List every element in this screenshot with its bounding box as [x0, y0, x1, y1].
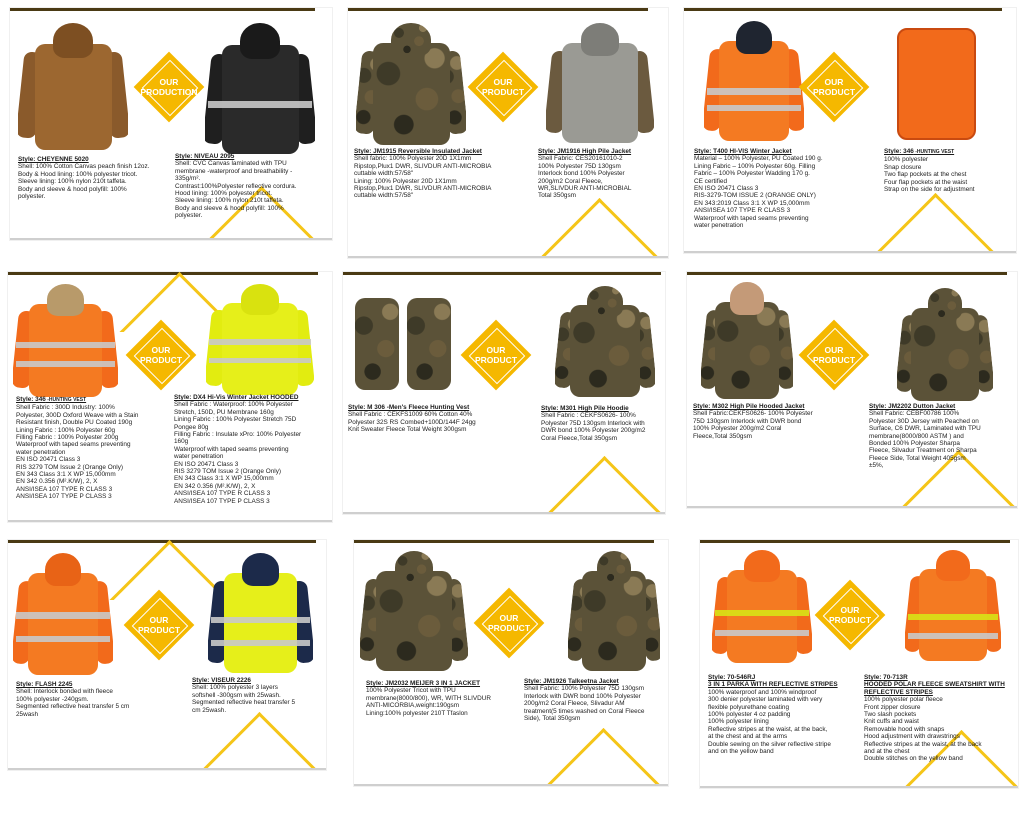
hoodie-photo-m301	[555, 284, 655, 402]
spec-jm1916: Style: JM1916 High Pile Jacket Shell Fabric: CES20161010-2 100% Polyester 75D 130gsm Interlock bond 100% Polyester 200g/m2 Coral Fleece, WR,SLIVDUR ANTI-MICROBIAL Total 350gsm	[538, 148, 632, 200]
jacket-photo-viseur	[208, 550, 313, 678]
product-badge: OUR PRODUCT	[799, 52, 869, 122]
parka-photo-70-546rj	[712, 548, 812, 668]
product-badge: OUR PRODUCT	[124, 590, 194, 660]
spec-jm2202: Style: JM2202 Dutton Jacket Shell Fabric: CEBF00786 100% Polyester 30D Jersey with Peached on Surface, C6 DWR, Laminated with TPU membrane(8000/800 ASTM ) and Bonded 100% Polyester Sharpa Fleece, Silvadur Treatment on Sharpa Fleece Side, Total Weight 405gsm ±5%,	[869, 403, 981, 470]
jacket-photo-jm2202	[897, 286, 993, 406]
jacket-photo-jm1915	[356, 20, 466, 150]
spec-viseur: Style: VISEUR 2226 Shell: 100% polyester 3 layers softshell -300gsm with 25wash. Segmented reflective heat transfer 5 cm 25wash.	[192, 677, 296, 714]
spec-jm1926: Style: JM1926 Talkeetna Jacket Shell Fabric: 100% Polyester 75D 130gsm Interlock with DWR bond 100% Polyester 200g/m2 Coral Fleece, Slivadur AM treatment(5 times washed on Coral Fleece Side), Total 350gsm	[524, 678, 645, 723]
jacket-photo-346-parka	[13, 282, 118, 402]
product-card-jm1915	[348, 8, 668, 258]
product-card-m306	[343, 272, 665, 514]
spec-dx4: Style: DX4 Hi-Vis Winter Jacket HOODED Shell Fabric : Waterproof: 100% Polyester Stretch, 150D, PU Membrane 160g Lining Fabric : 100% Polyester Stretch 75D Pongee 80g Filling Fabric : Insulate xPro: 100% Polyester 160g Waterproof with taped seams preventing water penetration EN ISO 20471 Class 3 RIS 3279 TOM Issue 2 (Orange Only) EN 343 Class 3:1 X WP 15,000mm EN 342 0.356 (M².K/W), 2, X ANSI/ISEA 107 TYPE R CLASS 3 ANSI/ISEA 107 TYPE P CLASS 3	[174, 394, 302, 505]
spec-flash: Style: FLASH 2245 Shell: Interlock bonded with fleece 100% polyester -240gsm. Segmented reflective heat transfer 5 cm 25wash	[16, 681, 130, 718]
product-badge: OUR PRODUCT	[815, 580, 885, 650]
spec-70-546rj: Style: 70-546RJ 3 IN 1 PARKA WITH REFLECTIVE STRIPES 100% waterproof and 100% windproof 300 denier polyester laminated with very flexible polyurethane coating 100% polyester 4 oz padding 100% polyester lining Reflective stripes at the waist, at the back, at the chest and at the arms Double sewing on the silver reflective stripe and on the yellow band	[708, 674, 838, 756]
product-card-t400	[684, 8, 1016, 253]
jacket-photo-jm1916	[546, 20, 654, 148]
product-card-70-546rj	[700, 540, 1018, 788]
jacket-photo-m302	[701, 280, 793, 404]
jacket-photo-t400	[704, 18, 804, 146]
spec-346-vest: Style: 346 -HUNTING VEST 100% polyester Snap closure Two flap pockets at the chest Four flap pockets at the waist Strap on the side for adjustment	[884, 148, 975, 194]
product-card-m302	[687, 272, 1017, 508]
product-badge: OUR PRODUCT	[126, 320, 196, 390]
product-card-cheyenne	[10, 8, 332, 240]
spec-m306: Style: M 306 -Men's Fleece Hunting Vest Shell Fabric : CEKFS1009 60% Cotton 40% Polyester 32S RS Combed+100D/144F 24gg Knit Sweater Fleece Total Weight 300gsm	[348, 404, 476, 434]
jacket-photo-jm1926	[568, 548, 660, 676]
spec-m301: Style: M301 High Pile Hoodie Shell Fabric : CEKFS0626- 100% Polyester 75D 130gsm Interlock with DWR bond 100% Polyester 200g/m2 Coral Fleece,Total 350gsm	[541, 405, 646, 442]
product-badge: OUR PRODUCT	[799, 320, 869, 390]
decor-chevron-up	[543, 456, 663, 514]
spec-70-713r: Style: 70-713R HOODED POLAR FLEECE SWEATSHIRT WITH REFLECTIVE STRIPES 100% polyester polar fleece Front zipper closure Two slash pockets Knit cuffs and waist Removable hood with snaps Hood adjustment with drawstrings Reflective stripes at the waist, at the back and at the chest Double stitches on the yellow band	[864, 674, 1005, 763]
spec-title: Style: NIVEAU 2095	[175, 153, 235, 160]
sweatshirt-photo-70-713r	[905, 548, 1001, 666]
vest-photo-m306	[351, 294, 455, 394]
spec-jm1915: Style: JM1915 Reversible Insulated Jacket Shell fabric: 100% Polyester 20D 1X1mm Ripstop,Plux1 DWR, SLIVDUR ANTI-MICROBIA cuttable width:57/58" Lining: 100% Polyester 20D 1X1mm Ripstop,Plux1 DWR, SLIVDUR ANTI-MICROBIA cuttable width:57/58"	[354, 148, 492, 200]
decor-chevron-up	[538, 198, 658, 258]
spec-jm2032: Style: JM2032 MEIJER 3 IN 1 JACKET 100% Polyester Tricot with TPU membrane(8000/800), WR, WITH SLIVDUR ANTI-MICORBIA,weight:190gsm Lining:100% polyester 210T Tfaslon	[366, 680, 492, 717]
spec-title: Style: CHEYENNE 5020	[18, 156, 89, 163]
jacket-photo-flash	[13, 550, 113, 680]
decor-chevron-up	[874, 193, 994, 253]
jacket-photo-dx4	[206, 282, 314, 400]
product-card-jm2032	[354, 540, 668, 786]
spec-niveau: Style: NIVEAU 2095 Shell: CVC Canvas laminated with TPU membrane -waterproof and breathability - 335g/m². Contrast:100%Polyester reflective cordura. Hood lining: 100% polyester tricot. Sleeve lining: 100% nylon 210t taffeta. Body and sleeve & hood polyfill: 100% polyester.	[175, 153, 325, 220]
card-top-bar	[10, 8, 315, 11]
spec-t400: Style: T400 HI-VIS Winter Jacket Material – 100% Polyester, PU Coated 190 g. Lining Fabric – 100% Polyester 60g. Filling Fabric – 100% Polyester Wadding 170 g. CE certified EN ISO 20471 Class 3 RIS-3279-TOM ISSUE 2 (ORANGE ONLY) EN 343:2019 Class 3:1 X WP 15,000mm ANSI/ISEA 107 TYPE R CLASS 3 Waterproof with taped seams preventing water penetration	[694, 148, 823, 230]
decor-chevron-up	[198, 712, 318, 770]
vest-photo-346	[889, 20, 984, 145]
spec-346-parka: Style: 346 -HUNTING VEST Shell Fabric : 300D Industry: 100% Polyester, 300D Oxford Weave with a Stain Resistant finish, Double PU Coated 190g Lining Fabric : 100% Polyester 60g Filling Fabric : 100% Polyester 200g Waterproof with taped seams preventing water penetration EN ISO 20471 Class 3 RIS 3279 TOM Issue 2 (Orange Only) EN 343 Class 3:1 X WP 15,000mm EN 342 0.356 (M².K/W), 2, X ANSI/ISEA 107 TYPE R CLASS 3 ANSI/ISEA 107 TYPE P CLASS 3	[16, 396, 139, 501]
jacket-photo-jm2032	[360, 548, 468, 676]
production-badge: OUR PRODUCTION	[134, 52, 204, 122]
jacket-photo-niveau	[205, 20, 315, 160]
decor-chevron-up	[542, 728, 662, 786]
jacket-photo-cheyenne	[18, 20, 128, 155]
product-card-flash	[8, 540, 326, 770]
product-card-346-hivis	[8, 272, 332, 522]
spec-m302: Style: M302 High Pile Hooded Jacket Shell Fabric:CEKFS0626- 100% Polyester 75D 130gsm Interlock with DWR bond 100% Polyester 200g/m2 Coral Fleece,Total 350gsm	[693, 403, 813, 440]
product-badge: OUR PRODUCT	[468, 52, 538, 122]
product-badge: OUR PRODUCT	[474, 588, 544, 658]
product-badge: OUR PRODUCT	[461, 320, 531, 390]
spec-cheyenne: Style: CHEYENNE 5020 Shell: 100% Cotton Canvas peach finish 12oz. Body & Hood lining: 100% polyester tricot. Sleeve lining: 100% nylon 210t taffeta. Body and sleeve & hood polyfill: 100% polyester.	[18, 156, 193, 200]
